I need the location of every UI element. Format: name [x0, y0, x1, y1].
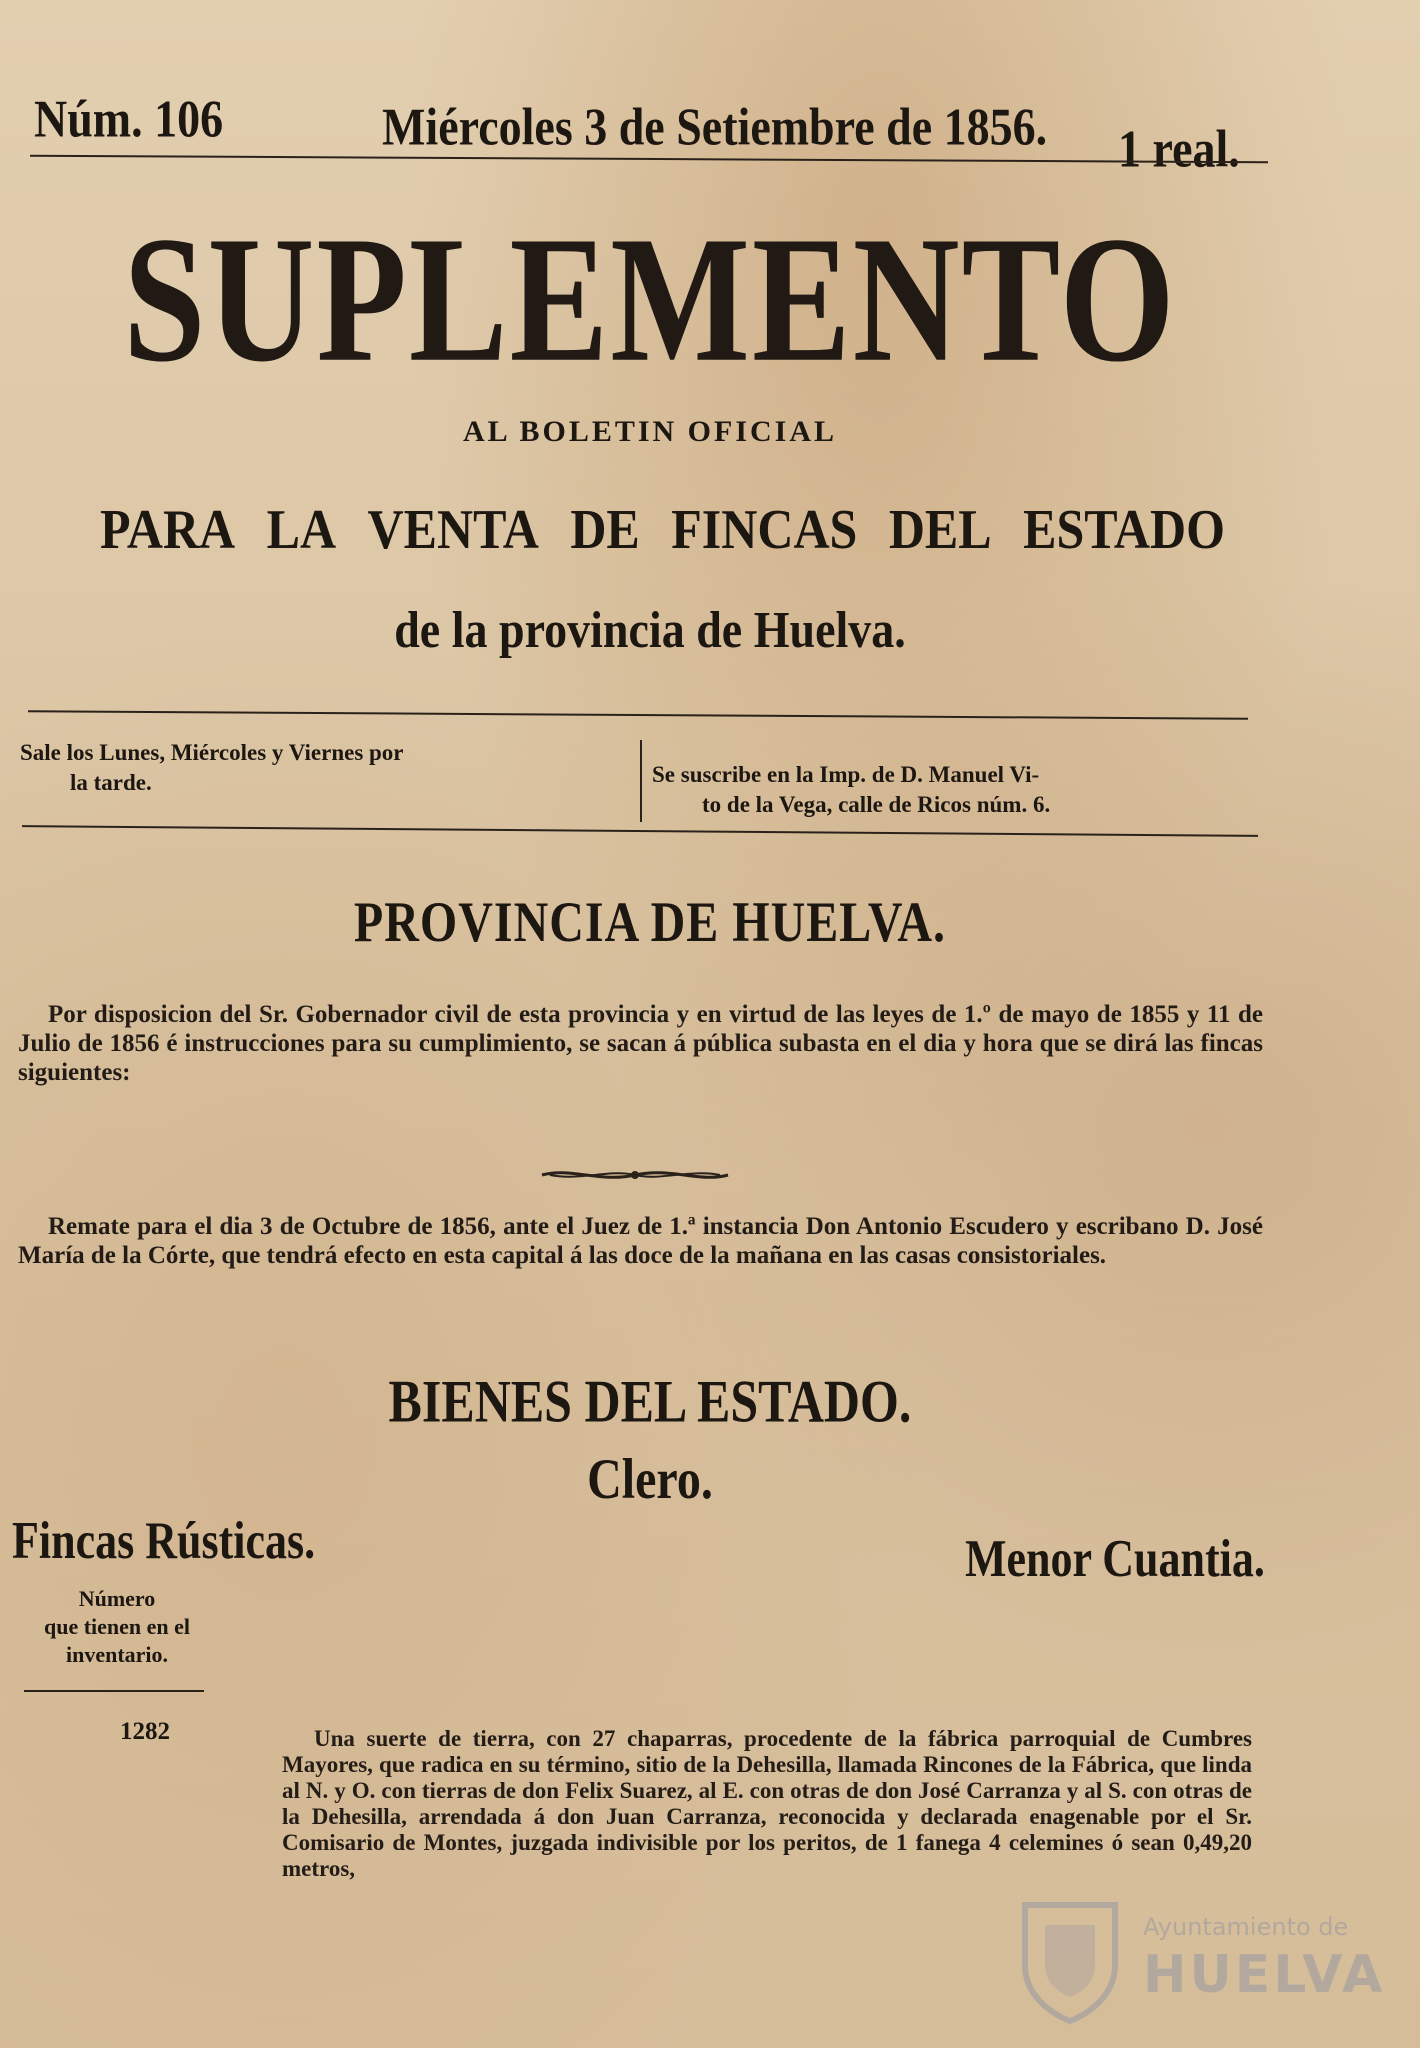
issue-number: Núm. 106 — [34, 89, 224, 148]
watermark-line2: HUELVA — [1143, 1945, 1386, 2005]
archive-watermark — [1015, 1895, 1395, 2035]
bienes-heading: BIENES DEL ESTADO. — [388, 1367, 912, 1435]
schedule-line: Sale los Lunes, Miércoles y Viernes por — [20, 740, 404, 765]
subtitle-word: DE — [570, 497, 640, 561]
supplement-title: SUPLEMENTO — [123, 199, 1177, 401]
clero-heading: Clero. — [587, 1447, 713, 1512]
subtitle-word: DEL — [888, 497, 992, 561]
watermark-line1: Ayuntamiento de — [1143, 1913, 1349, 1941]
province-heading: PROVINCIA DE HUELVA. — [353, 890, 947, 955]
subtitle-venta — [100, 497, 1225, 562]
intro-text: Por disposicion del Sr. Gobernador civil de esta provincia y en virtud de las leyes de 1.º de mayo de 1855 y 11 de Julio de 1856 é instrucciones para su cumplimiento, se sacan á pública subasta en el dia y hora que se dirá las fincas siguientes: — [18, 1001, 1263, 1086]
subtitle-word: VENTA — [367, 497, 539, 561]
auction-paragraph — [18, 1212, 1263, 1270]
schedule-line: la tarde. — [70, 770, 152, 795]
fincas-rusticas-heading: Fincas Rústicas. — [12, 1511, 316, 1570]
property-description-text: Una suerte de tierra, con 27 chaparras, procedente de la fábrica parroquial de Cumbres Mayores, que radica en su término, sitio de la Dehesilla, llamada Rincones de la Fábrica, que linda al N. y O. con tierras de don Felix Suarez, al E. con otras de don José Carranza y al S. con otras de la Dehesilla, arrendada á don Juan Carranza, reconocida y declarada enagenable por el Sr. Comisario de Montes, juzgada indivisible por los peritos, de 1 fanega 4 celemines ó sean 0,49,20 metros, — [282, 1726, 1252, 1881]
publication-schedule — [20, 738, 630, 798]
info-rule-bottom — [22, 825, 1258, 837]
subtitle-word: PARA — [100, 497, 236, 561]
menor-cuantia-heading: Menor Cuantia. — [965, 1529, 1265, 1588]
auction-text: Remate para el dia 3 de Octubre de 1856, ante el Juez de 1.ª instancia Don Antonio Escudero y escribano D. José María de la Córte, que tendrá efecto en esta capital á las doce de la mañana en las casas consistoriales. — [18, 1213, 1263, 1269]
subtitle-word: LA — [266, 497, 337, 561]
subtitle-province: de la provincia de Huelva. — [394, 600, 906, 659]
column-header-line: inventario. — [65, 1642, 169, 1667]
subscription-line: to de la Vega, calle de Ricos núm. 6. — [702, 792, 1051, 817]
subscription-info — [652, 760, 1272, 820]
ornament-divider — [540, 1165, 730, 1185]
info-divider — [640, 740, 642, 822]
subtitle-word: ESTADO — [1023, 497, 1225, 561]
property-description — [282, 1726, 1252, 1882]
intro-paragraph — [18, 1000, 1263, 1087]
subscription-line: Se suscribe en la Imp. de D. Manuel Vi- — [652, 762, 1040, 787]
subtitle-word: FINCAS — [671, 497, 858, 561]
info-rule-top — [28, 710, 1248, 719]
column-header-line: que tienen en el — [43, 1614, 191, 1639]
column-header-rule — [24, 1690, 204, 1692]
issue-price: 1 real. — [1118, 119, 1240, 178]
issue-date: Miércoles 3 de Setiembre de 1856. — [382, 97, 1048, 156]
inventory-number: 1282 — [120, 1718, 170, 1745]
subtitle-boletin: AL BOLETIN OFICIAL — [462, 415, 838, 448]
inventory-column-header — [22, 1585, 212, 1669]
coat-of-arms-icon — [1015, 1895, 1125, 2025]
column-header-line: Número — [78, 1586, 156, 1611]
